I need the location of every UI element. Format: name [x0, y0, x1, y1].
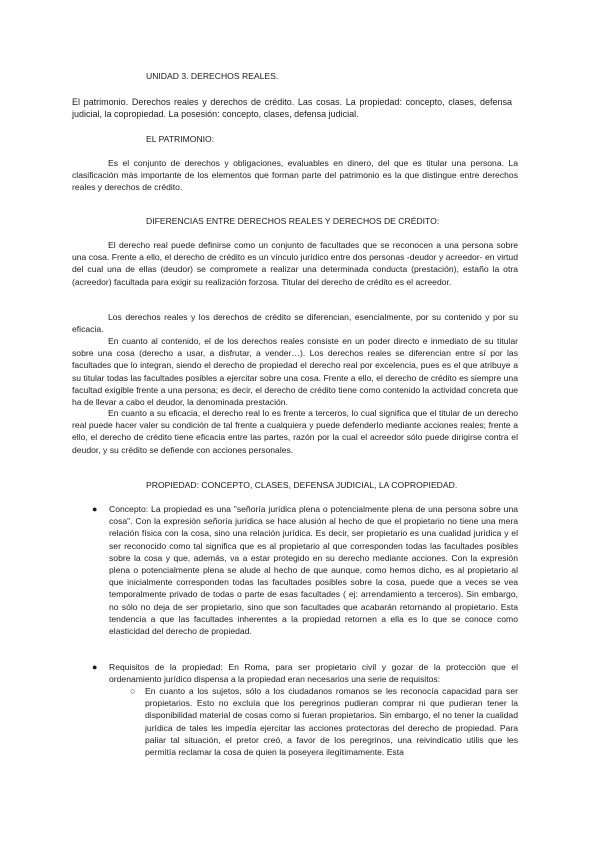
bullet-marker: ●	[92, 504, 98, 514]
bullet-concepto: Concepto: La propiedad es una "señoría jurídica plena o potencialmente plena de una persona sobre una cosa". Con la expresión señoría jurídica se hace alusión al hecho de que el propietario no tiene una mera relación física con la cosa, sino una relación jurídica. Es decir, ser propietario es una cualidad jurídica y el ser reconocido como tal significa que es al propietario al que corresponden todas las facultades posibles sobre la cosa y que, además, va a estar protegido en su derecho mediante acciones. Con la expresión plena o potencialmente plena se alude al hecho de que aunque, como hemos dicho, es al propietario al que inicialmente corresponden todas las facultades posibles sobre la cosa, puede que a veces se vea temporalmente privado de todas o parte de esas facultades ( ej: arrendamiento a terceros). Sin embargo, no sólo no deja de ser propietario, sino que son facultades que acabarán retornando al propietario. Esta tendencia a que las facultades inherentes a la propiedad retornen a ella es lo que se conoce como elasticidad del derecho de propiedad.	[109, 504, 518, 637]
sub-bullet-sujetos: En cuanto a los sujetos, sólo a los ciudadanos romanos se les reconocía capacidad para ser propietarios. Esto no excluía que los peregrinos pudieran comprar ni que pudieran tener la disponibilidad material de cosas como si fueran propietarios. Sin embargo, el no tener la cualidad jurídica de tales les impedía ejercitar las acciones protectoras del derecho de propiedad. Para paliar tal situación, el pretor creó, a favor de los peregrinos, una reivindicatio utilis que les permitía reclamar la cosa de quien la poseyera ilegítimamente. Esta	[145, 686, 518, 758]
intro-summary: El patrimonio. Derechos reales y derechos de crédito. Las cosas. La propiedad: concepto, clases, defensa judicial, la copropiedad. La posesión: concepto, clases, defensa judicial.	[72, 97, 512, 120]
bullet-marker: ●	[92, 662, 98, 672]
heading-patrimonio: EL PATRIMONIO:	[146, 134, 215, 144]
sub-bullet-marker: ○	[130, 686, 136, 696]
paragraph-diferencias-intro: Los derechos reales y los derechos de crédito se diferencian, esencialmente, por su contenido y por su eficacia.	[72, 312, 518, 335]
heading-propiedad: PROPIEDAD: CONCEPTO, CLASES, DEFENSA JUDICIAL, LA COPROPIEDAD.	[146, 480, 458, 490]
paragraph-derecho-real: El derecho real puede definirse como un conjunto de facultades que se reconocen a una persona sobre una cosa. Frente a ello, el derecho de crédito es un vínculo jurídico entre dos personas -deudor y acreedor- en virtud del cual una de ellas (deudor) se compromete a realizar una determinada conducta (prestación), estaño la otra (acreedor) facultada para exigir su realización forzosa. Titular del derecho de crédito es el acreedor.	[72, 240, 518, 287]
paragraph-patrimonio: Es el conjunto de derechos y obligaciones, evaluables en dinero, del que es titular una persona. La clasificación más importante de los elementos que forman parte del patrimonio es la que distingue entre derechos reales y derechos de crédito.	[72, 158, 518, 193]
bullet-requisitos: Requisitos de la propiedad: En Roma, para ser propietario civil y gozar de la protección que el ordenamiento jurídico dispensa a la propiedad eran necesarios una serie de requisitos:	[109, 662, 518, 685]
paragraph-eficacia: En cuanto a su eficacia, el derecho real lo es frente a terceros, lo cual significa que el titular de un derecho real puede hacer valer su condición de tal frente a cualquiera y puede defenderlo mediante acciones reales; frente a ello, el derecho de crédito tiene eficacia entre las partes, razón por la cual el acreedor sólo puede dirigirse contra el deudor, y su crédito se defiende con acciones personales.	[72, 408, 518, 455]
heading-diferencias: DIFERENCIAS ENTRE DERECHOS REALES Y DERECHOS DE CRÉDITO:	[146, 216, 440, 226]
unit-title: UNIDAD 3. DERECHOS REALES.	[146, 71, 279, 81]
paragraph-contenido: En cuanto al contenido, el de los derechos reales consiste en un poder directo e inmediato de su titular sobre una cosa (derecho a usar, a disfrutar, a vender…). Los derechos reales se diferencian entre sí por las facultades que lo integran, siendo el derecho de propiedad el derecho real por excelencia, pues es el que atribuye a su titular todas las facultades posibles a ejercitar sobre una cosa. Frente a ello, el derecho de crédito es siempre una facultad exigible frente a una persona; es decir, el derecho de crédito tiene como contenido la actividad concreta que ha de llevar a cabo el deudor, la denominada prestación.	[72, 336, 518, 408]
